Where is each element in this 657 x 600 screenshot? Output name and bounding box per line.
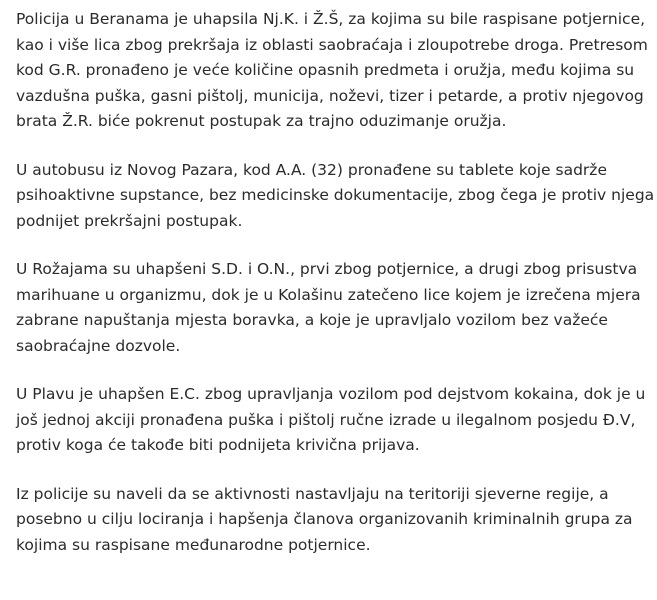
paragraph-rozaje-kolasin	[16, 257, 657, 359]
paragraph-beranama-arrests	[16, 7, 657, 135]
text-line: kojima su raspisane međunarodne potjernice.	[16, 535, 371, 554]
text-line: brata Ž.R. biće pokrenut postupak za trajno oduzimanje oružja.	[16, 112, 507, 130]
text-line: posebno u cilju lociranja i hapšenja članova organizovanih kriminalnih grupa za	[16, 510, 633, 528]
text-line: kao i više lica zbog prekršaja iz oblasti saobraćaja i zloupotrebe droga. Pretresom	[16, 35, 648, 54]
paragraph-police-statement	[16, 482, 657, 559]
text-line: saobraćajne dozvole.	[16, 336, 181, 355]
text-line: podnijet prekršajni postupak.	[16, 211, 243, 230]
text-line: vazdušna puška, gasni pištolj, municija, noževi, tizer i petarde, a protiv njegovog	[16, 86, 644, 105]
text-line: kod G.R. pronađeno je veće količine opasnih predmeta i oružja, među kojima su	[16, 61, 635, 79]
paragraph-plav-arrest	[16, 382, 657, 459]
text-line: marihuane u organizmu, dok je u Kolašinu zatečeno lice kojem je izrečena mjera	[16, 285, 641, 304]
text-line: protiv koga će takođe biti podnijeta krivična prijava.	[16, 436, 420, 454]
text-line: još jednoj akciji pronađena puška i pištolj ručne izrade u ilegalnom posjedu Đ.V,	[16, 410, 636, 429]
text-line: Iz policije su naveli da se aktivnosti nastavljaju na teritoriji sjeverne regije, a	[16, 484, 609, 503]
text-line: U Plavu je uhapšen E.C. zbog upravljanja vozilom pod dejstvom kokaina, dok je u	[16, 385, 646, 403]
text-line: U autobusu iz Novog Pazara, kod A.A. (32) pronađene su tablete koje sadrže	[16, 160, 607, 179]
text-line: U Rožajama su uhapšeni S.D. i O.N., prvi zbog potjernice, a drugi zbog prisustva	[16, 260, 638, 278]
paragraph-novi-pazar-bus	[16, 158, 657, 235]
text-line: zabrane napuštanja mjesta boravka, a koje je upravljalo vozilom bez važeće	[16, 311, 608, 329]
text-line: psihoaktivne supstance, bez medicinske dokumentacije, zbog čega je protiv njega	[16, 186, 655, 204]
text-line: Policija u Beranama je uhapsila Nj.K. i Ž.Š, za kojima su bile raspisane potjernice,	[16, 10, 646, 28]
